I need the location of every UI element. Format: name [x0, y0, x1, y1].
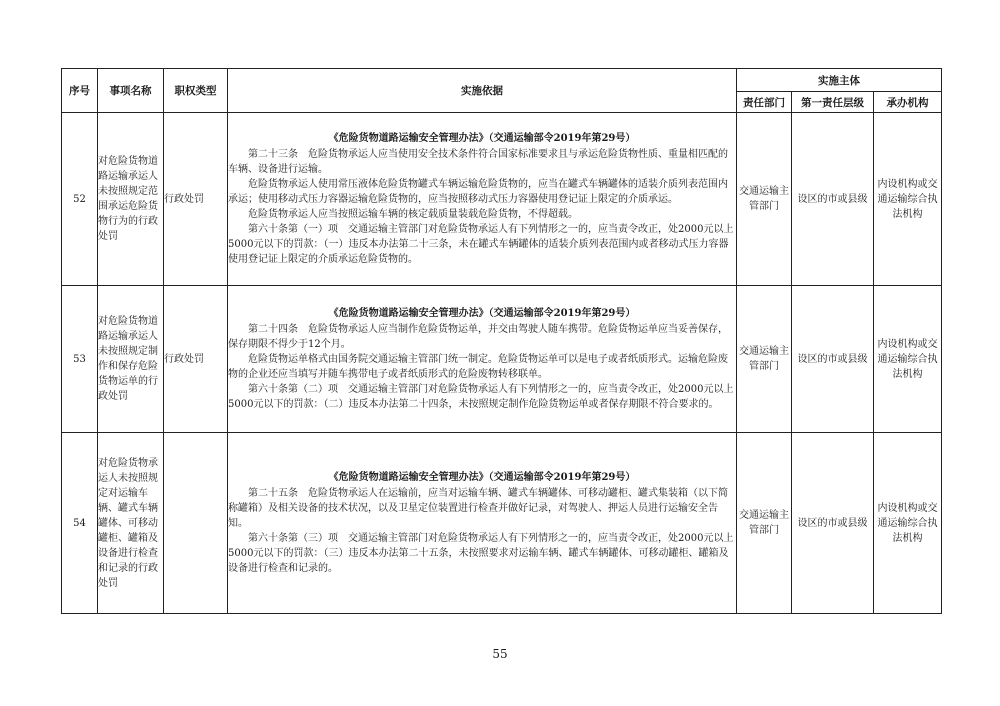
header-dept: 责任部门 [737, 92, 792, 113]
basis-paragraph: 危险货物承运人应当按照运输车辆的核定载质量装载危险货物，不得超载。 [248, 209, 578, 220]
row-number: 53 [62, 286, 98, 433]
law-title: 《危险货物道路运输安全管理办法》（交通运输部令2019年第29号） [328, 472, 636, 483]
responsibility-level: 设区的市或县级 [792, 113, 874, 286]
responsibility-level: 设区的市或县级 [792, 286, 874, 433]
responsible-dept: 交通运输主管部门 [737, 433, 792, 614]
basis-paragraph: 第二十五条 危险货物承运人在运输前，应当对运输车辆、罐式车辆罐体、可移动罐柜、罐式集装箱（以下简称罐箱）及相关设备的技术状况，以及卫星定位装置进行检查并做好记录，对驾驶人、押运人员进行运输安全告知。 [228, 488, 728, 529]
basis-paragraph: 第六十条第（三）项 交通运输主管部门对危险货物承运人有下列情形之一的，应当责令改正，处2000元以上5000元以下的罚款：（三）违反本办法第二十五条，未按照要求对运输车辆、罐式车辆罐体、可移动罐柜、罐箱及设备进行检查和记录的。 [228, 533, 734, 574]
header-org: 承办机构 [874, 92, 942, 113]
basis-paragraph: 第二十四条 危险货物承运人应当制作危险货物运单，并交由驾驶人随车携带。危险货物运单应当妥善保存，保存期限不得少于12个月。 [228, 324, 728, 350]
responsible-dept: 交通运输主管部门 [737, 113, 792, 286]
header-name: 事项名称 [98, 69, 164, 113]
implementation-basis [228, 286, 737, 433]
law-title: 《危险货物道路运输安全管理办法》（交通运输部令2019年第29号） [328, 308, 636, 319]
implementation-basis [228, 433, 737, 614]
table-row [62, 113, 942, 286]
item-name: 对危险货物道路运输承运人未按照规定制作和保存危险货物运单的行政处罚 [98, 286, 164, 433]
responsibility-level: 设区的市或县级 [792, 433, 874, 614]
item-name: 对危险货物承运人未按照规定对运输车辆、罐式车辆罐体、可移动罐柜、罐箱及设备进行检查和记录的行政处罚 [98, 433, 164, 614]
header-level: 第一责任层级 [792, 92, 874, 113]
handling-org: 内设机构或交通运输综合执法机构 [874, 286, 942, 433]
header-subject: 实施主体 [737, 69, 942, 92]
basis-paragraph: 第六十条第（二）项 交通运输主管部门对危险货物承运人有下列情形之一的，应当责令改正，处2000元以上5000元以下的罚款：（二）违反本办法第二十四条，未按照规定制作危险货物运单或者保存期限不符合要求的。 [228, 384, 734, 410]
page-number: 55 [492, 647, 508, 661]
basis-paragraph: 第六十条第（一）项 交通运输主管部门对危险货物承运人有下列情形之一的，应当责令改正，处2000元以上5000元以下的罚款：（一）违反本办法第二十三条，未在罐式车辆罐体的适装介质列表范围内或者移动式压力容器使用登记证上限定的介质承运危险货物的。 [228, 224, 734, 265]
header-no: 序号 [62, 69, 98, 113]
responsible-dept: 交通运输主管部门 [737, 286, 792, 433]
header-type: 职权类型 [164, 69, 228, 113]
authority-type: 行政处罚 [164, 286, 228, 433]
row-number: 52 [62, 113, 98, 286]
authority-type [164, 433, 228, 614]
row-number: 54 [62, 433, 98, 614]
basis-paragraph: 危险货物运单格式由国务院交通运输主管部门统一制定。危险货物运单可以是电子或者纸质形式。运输危险废物的企业还应当填写并随车携带电子或者纸质形式的危险废物转移联单。 [228, 354, 728, 380]
implementation-basis [228, 113, 737, 286]
header-basis: 实施依据 [228, 69, 737, 113]
authority-table [61, 68, 942, 614]
basis-paragraph: 危险货物承运人使用常压液体危险货物罐式车辆运输危险货物的，应当在罐式车辆罐体的适装介质列表范围内承运；使用移动式压力容器运输危险货物的，应当按照移动式压力容器使用登记证上限定的介质承运。 [228, 179, 728, 205]
item-name: 对危险货物道路运输承运人未按照规定范围承运危险货物行为的行政处罚 [98, 113, 164, 286]
basis-paragraph: 第二十三条 危险货物承运人应当使用安全技术条件符合国家标准要求且与承运危险货物性质、重量相匹配的车辆、设备进行运输。 [228, 149, 728, 175]
law-title: 《危险货物道路运输安全管理办法》（交通运输部令2019年第29号） [328, 133, 636, 144]
table-row [62, 433, 942, 614]
handling-org: 内设机构或交通运输综合执法机构 [874, 113, 942, 286]
table-row [62, 286, 942, 433]
handling-org: 内设机构或交通运输综合执法机构 [874, 433, 942, 614]
authority-type: 行政处罚 [164, 113, 228, 286]
